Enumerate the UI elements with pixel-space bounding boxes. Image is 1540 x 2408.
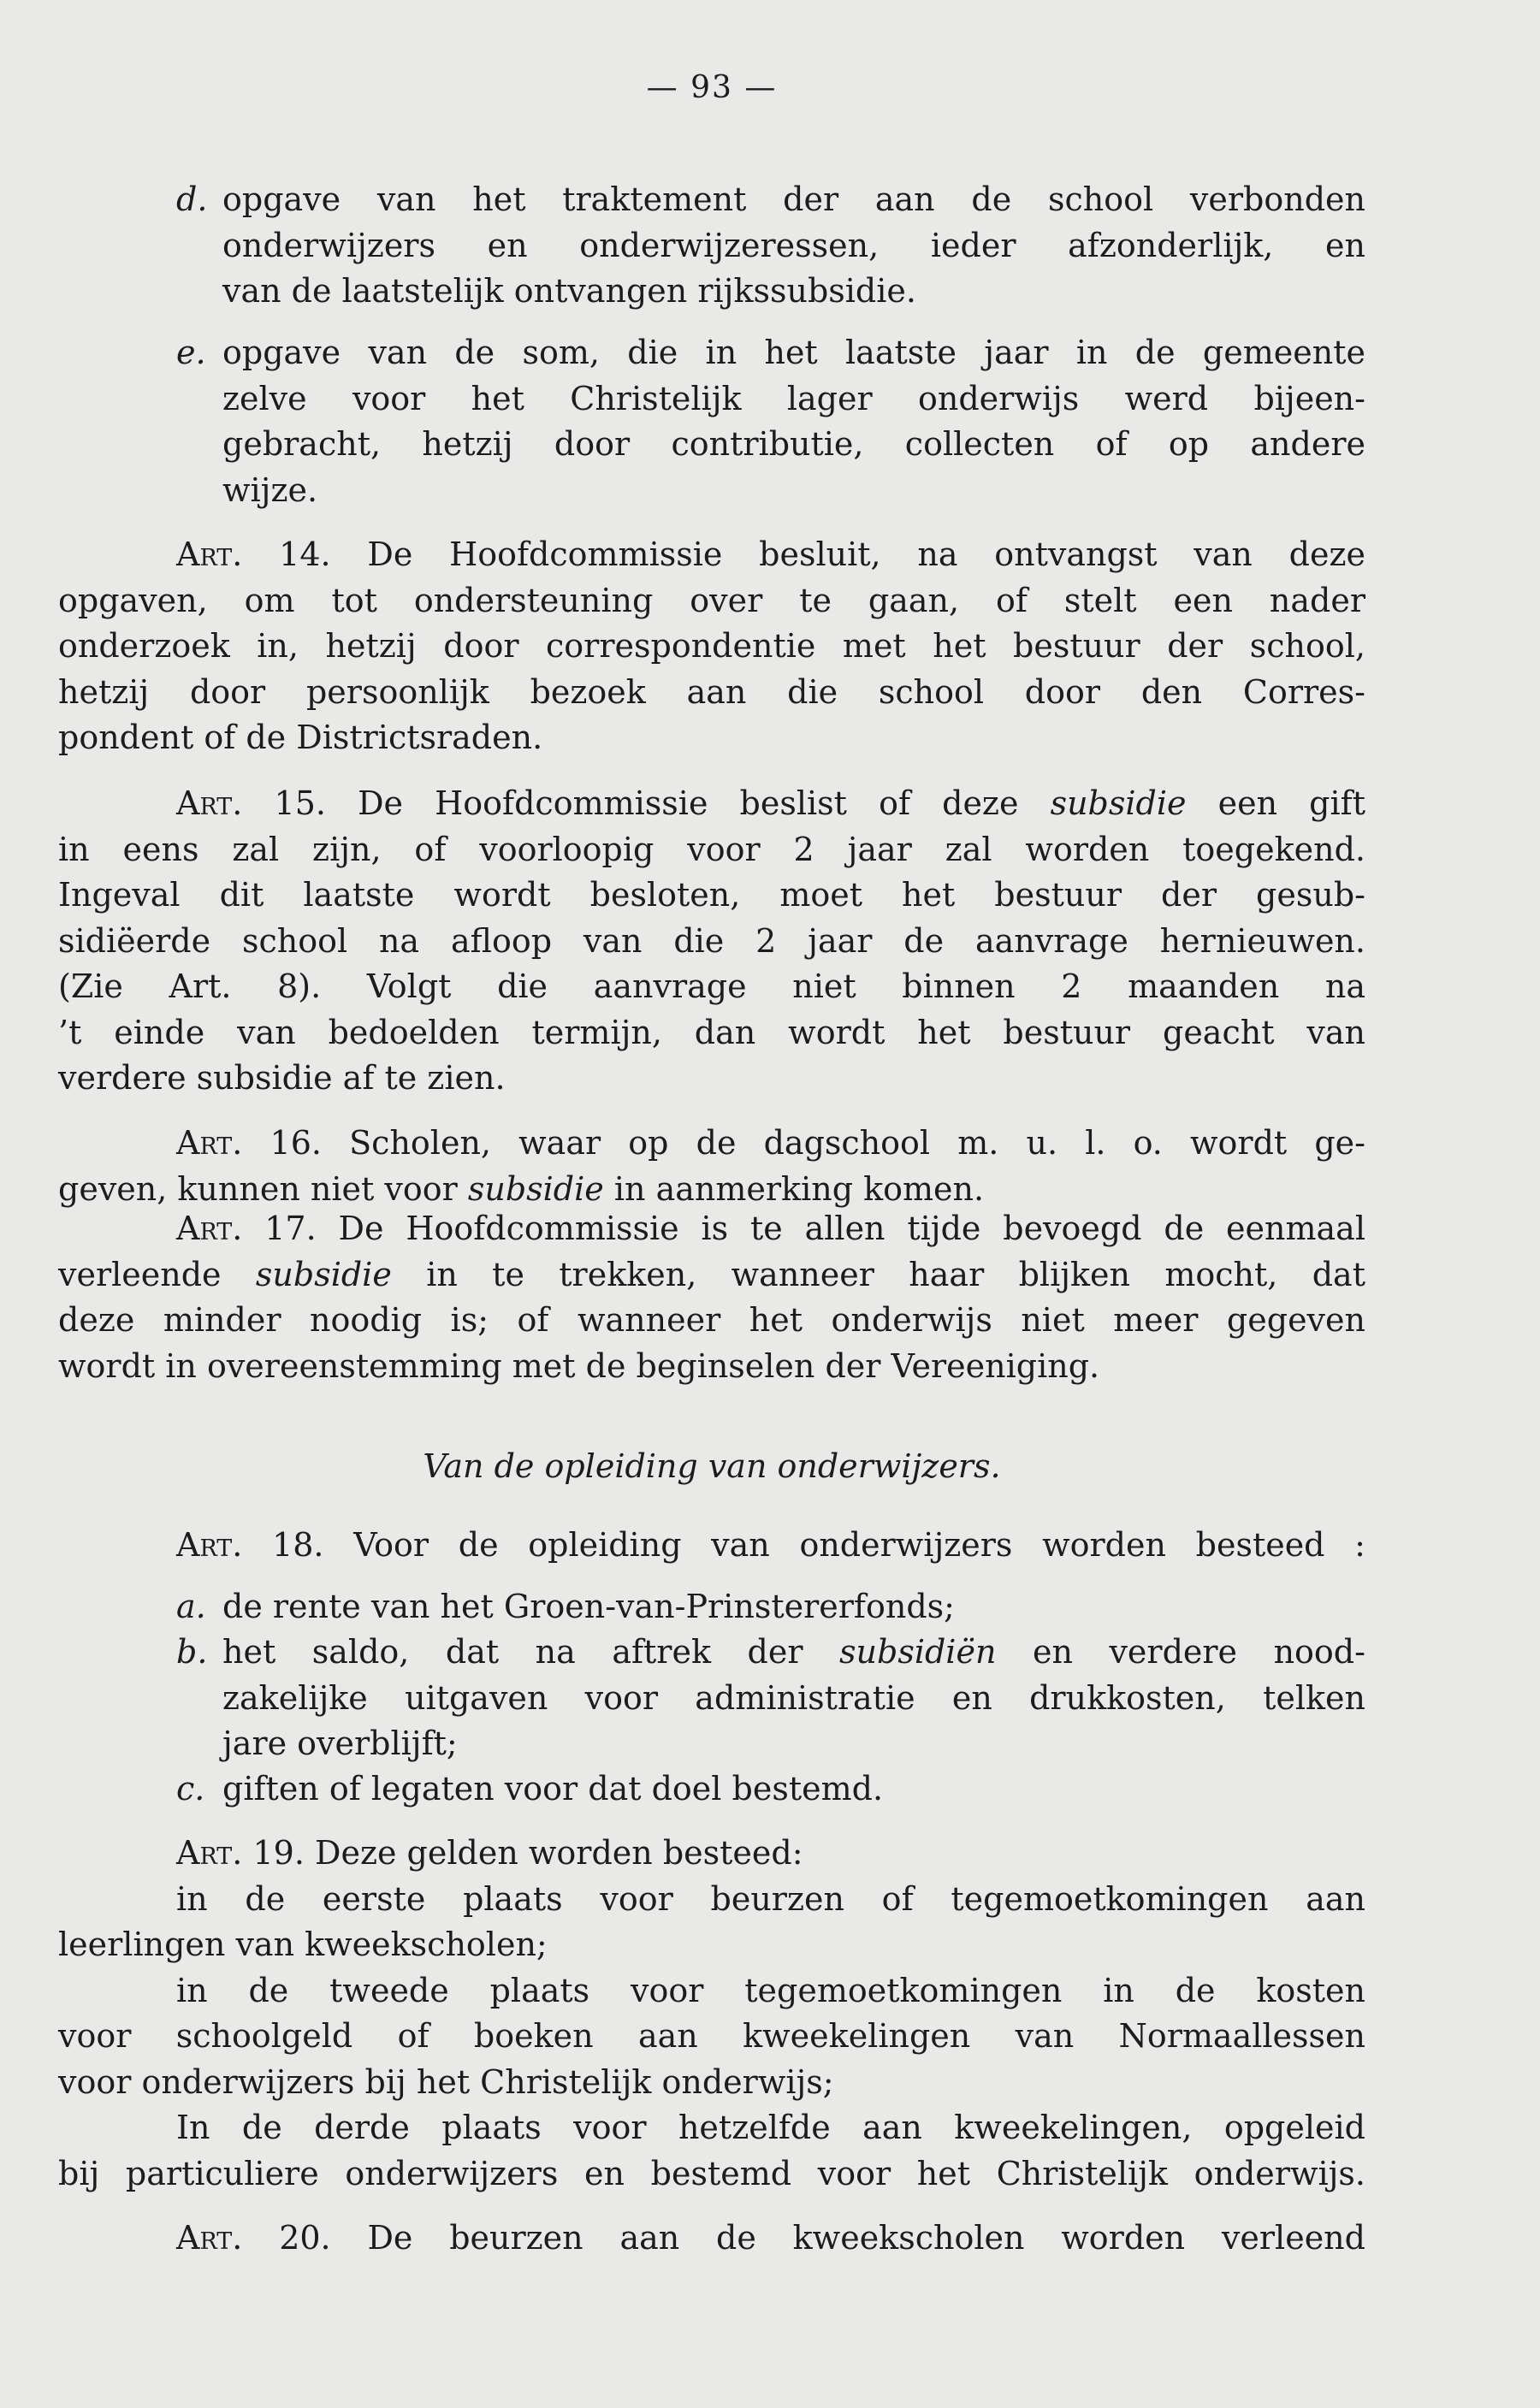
list-item-e	[58, 330, 1365, 513]
emphasis-subsidien: subsidiën	[839, 1633, 997, 1671]
article-20	[58, 2216, 1365, 2262]
article-label: Art.	[176, 1210, 243, 1247]
list-item-d	[58, 177, 1365, 315]
section-heading-block	[58, 1444, 1365, 1490]
list-item-line: a. de rente van het Groen-van-Prinstererfonds;	[58, 1584, 1365, 1630]
list-label: d.	[176, 180, 208, 218]
article-first-line: Art. 20. De beurzen aan de kweekscholen worden verleend	[176, 2219, 1365, 2257]
article-number: 17.	[264, 1210, 317, 1247]
paragraph-line: voor onderwijzers bij het Christelijk onderwijs;	[58, 2062, 834, 2101]
article-first-line: Art. 16. Scholen, waar op de dagschool m. u. l. o. wordt ge-	[176, 1124, 1365, 1162]
article-number: 16.	[270, 1124, 322, 1162]
paragraph-line: leerlingen van kweekscholen;	[58, 1926, 548, 1963]
article-19	[58, 1831, 1365, 2197]
article-line: Ingeval dit laatste wordt besloten, moet het bestuur der gesub-	[58, 876, 1365, 914]
article-16	[58, 1121, 1365, 1212]
list-label: c.	[176, 1770, 205, 1807]
article-line: ’t einde van bedoelden termijn, dan wordt het bestuur geacht van	[58, 1013, 1365, 1051]
article-line: in eens zal zijn, of voorloopig voor 2 jaar zal worden toegekend.	[58, 830, 1365, 868]
list-item-line: d. opgave van het traktement der aan de school verbonden	[58, 177, 1365, 223]
article-line: (Zie Art. 8). Volgt die aanvrage niet binnen 2 maanden na	[58, 967, 1365, 1005]
article-first-line: Art. 18. Voor de opleiding van onderwijzers worden besteed :	[176, 1526, 1365, 1564]
emphasis-subsidie: subsidie	[1050, 784, 1187, 822]
list-item-line: wijze.	[222, 470, 318, 509]
list-item-line: zelve voor het Christelijk lager onderwijs werd bijeen-	[222, 379, 1365, 417]
article-18-item-c	[58, 1766, 1365, 1813]
paragraph-line: bij particuliere onderwijzers en bestemd voor het Christelijk onderwijs.	[58, 2154, 1365, 2192]
article-first-line: Art. 17. De Hoofdcommissie is te allen tijde bevoegd de eenmaal	[176, 1210, 1365, 1247]
article-number: 18.	[272, 1526, 324, 1564]
article-18	[58, 1523, 1365, 1569]
article-line: wordt in overeenstemming met de beginselen der Vereeniging.	[58, 1346, 1100, 1385]
emphasis-subsidie: subsidie	[255, 1255, 392, 1293]
article-line: sidiëerde school na afloop van die 2 jaar de aanvrage hernieuwen.	[58, 921, 1365, 960]
paragraph-first-line: in de tweede plaats voor tegemoetkomingen in de kosten	[176, 1971, 1365, 2009]
article-15	[58, 781, 1365, 1102]
article-line: opgaven, om tot ondersteuning over te gaan, of stelt een nader	[58, 581, 1365, 619]
article-first-line: Art. 19. Deze gelden worden besteed:	[176, 1834, 803, 1872]
article-17	[58, 1206, 1365, 1389]
article-line: pondent of de Districtsraden.	[58, 719, 543, 756]
list-item-line: c. giften of legaten voor dat doel bestemd.	[58, 1766, 1365, 1813]
article-first-line: Art. 15. De Hoofdcommissie beslist of deze subsidie een gift	[176, 784, 1365, 822]
paragraph-line: voor schoolgeld of boeken aan kweekelingen van Normaallessen	[58, 2017, 1365, 2055]
article-number: 15.	[274, 784, 326, 822]
list-label: e.	[176, 334, 206, 371]
list-item-line: zakelijke uitgaven voor administratie en drukkosten, telken	[222, 1678, 1365, 1717]
list-label: b.	[176, 1633, 208, 1671]
list-item-line: gebracht, hetzij door contributie, collecten of op andere	[222, 425, 1365, 463]
article-line: verdere subsidie af te zien.	[58, 1059, 506, 1097]
emphasis-subsidie: subsidie	[467, 1169, 604, 1208]
article-label: Art.	[176, 1526, 243, 1564]
article-number: 20.	[279, 2219, 331, 2257]
article-18-item-a	[58, 1584, 1365, 1630]
article-label: Art.	[176, 784, 243, 822]
article-label: Art.	[176, 2219, 243, 2257]
list-item-line: van de laatstelijk ontvangen rijkssubsidie.	[222, 272, 916, 310]
article-line: deze minder noodig is; of wanneer het onderwijs niet meer gegeven	[58, 1301, 1365, 1339]
article-label: Art.	[176, 1834, 243, 1872]
article-18-item-b	[58, 1630, 1365, 1767]
article-number: 14.	[279, 535, 331, 573]
paragraph-first-line: In de derde plaats voor hetzelfde aan kweekelingen, opgeleid	[176, 2109, 1365, 2146]
list-item-line: jare overblijft;	[222, 1725, 458, 1762]
article-line: onderzoek in, hetzij door correspondentie met het bestuur der school,	[58, 627, 1365, 665]
list-label: a.	[176, 1588, 206, 1625]
article-first-line: Art. 14. De Hoofdcommissie besluit, na ontvangst van deze	[176, 535, 1365, 573]
page-number: — 93 —	[646, 70, 778, 105]
section-heading: Van de opleiding van onderwijzers.	[423, 1447, 1001, 1485]
article-label: Art.	[176, 535, 243, 573]
article-line: verleende subsidie in te trekken, wanneer haar blijken mocht, dat	[58, 1255, 1365, 1293]
paragraph-first-line: in de eerste plaats voor beurzen of tegemoetkomingen aan	[176, 1879, 1365, 1918]
list-item-line: onderwijzers en onderwijzeressen, ieder afzonderlijk, en	[222, 226, 1365, 264]
list-item-line: b. het saldo, dat na aftrek der subsidiën en verdere nood-	[58, 1630, 1365, 1676]
article-line: geven, kunnen niet voor subsidie in aanmerking komen.	[58, 1169, 985, 1208]
article-14	[58, 532, 1365, 761]
article-number: 19.	[252, 1834, 305, 1872]
list-item-line: e. opgave van de som, die in het laatste jaar in de gemeente	[58, 330, 1365, 376]
article-label: Art.	[176, 1124, 243, 1162]
article-line: hetzij door persoonlijk bezoek aan die school door den Corres-	[58, 672, 1365, 711]
